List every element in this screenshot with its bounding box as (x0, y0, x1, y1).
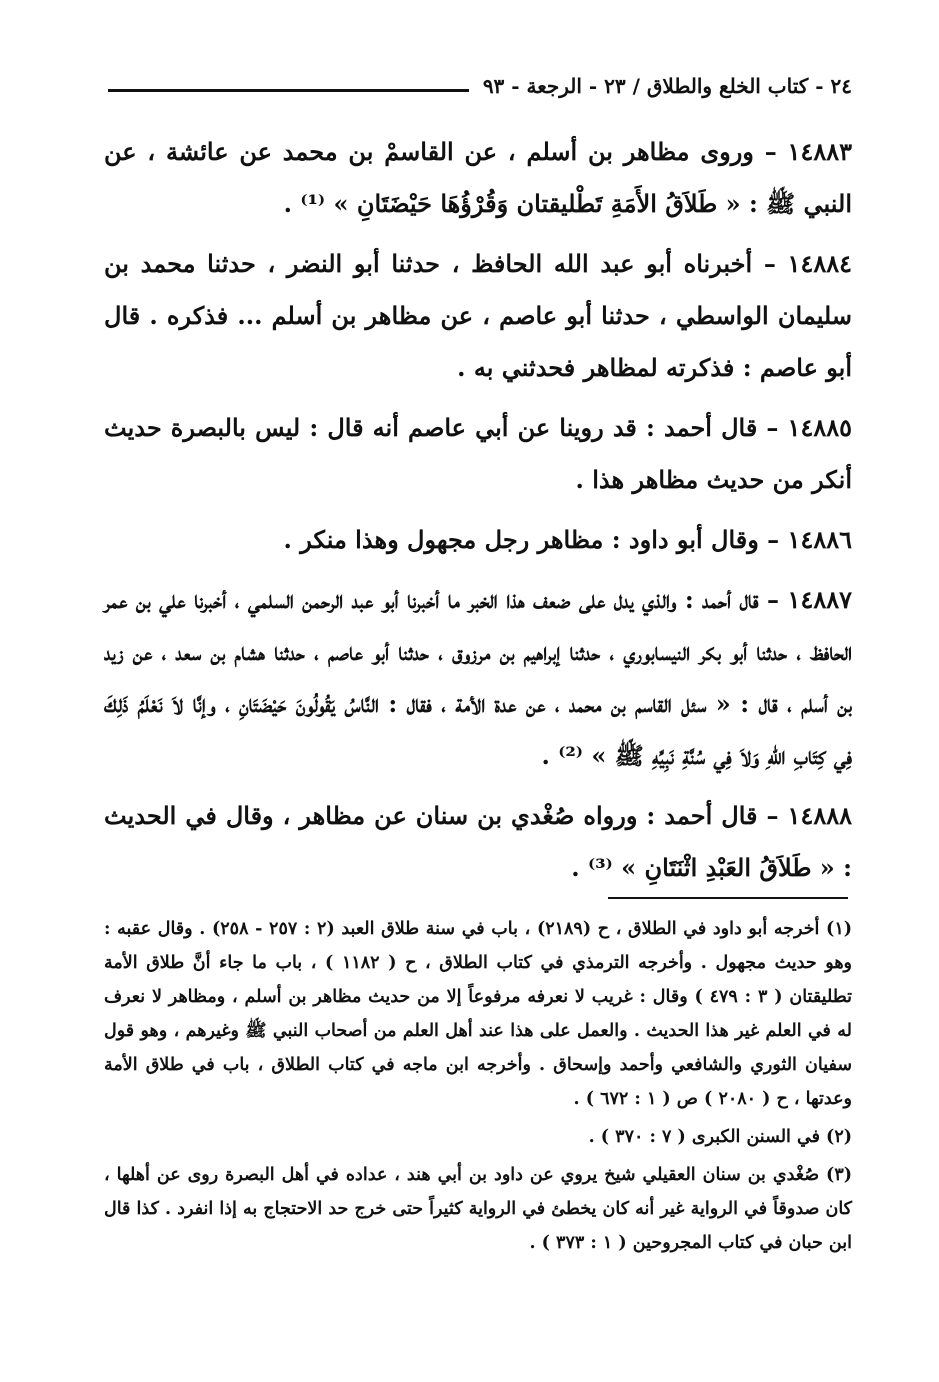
footnote: (٢) في السنن الكبرى ( ٧ : ٣٧٠ ) . (588, 1127, 852, 1147)
main-text (104, 126, 852, 902)
footnotes (104, 912, 852, 1264)
entry-number: ١٤٨٨٨ (787, 801, 852, 830)
entry-number: ١٤٨٨٦ (787, 525, 852, 554)
entry-text: – قال أحمد : ورواه صُغْدي بن سنان عن مظاهر ، وقال في الحديث : « طَلاَقُ العَبْدِ اثْنَتَانِ » ⁽³⁾ . (104, 801, 852, 882)
entry-text: – وقال أبو داود : مظاهر رجل مجهول وهذا منكر . (283, 525, 788, 554)
entry-number: ١٤٨٨٥ (787, 413, 852, 442)
hadith-entry (104, 790, 852, 894)
footnote-separator (608, 897, 848, 899)
hadith-entry (104, 126, 852, 230)
entry-number: ١٤٨٨٣ (787, 137, 852, 166)
hadith-entry (104, 402, 852, 506)
entry-text: – أخبرناه أبو عبد الله الحافظ ، حدثنا أبو النضر ، حدثنا محمد بن سليمان الواسطي ، حدثنا أبو عاصم ، عن مظاهر بن أسلم ... فذكره . قال أبو عاصم : فذكرته لمظاهر فحدثني به . (104, 249, 852, 382)
entry-text: – قال أحمد : قد روينا عن أبي عاصم أنه قال : ليس بالبصرة حديث أنكر من حديث مظاهر هذا . (104, 413, 852, 494)
header-rule (108, 89, 469, 92)
running-head: ٢٤ - كتاب الخلع والطلاق / ٢٣ - الرجعة - ٩٣ (482, 74, 852, 98)
hadith-entry (104, 514, 852, 566)
entry-text: – وروى مظاهر بن أسلم ، عن القاسمْ بن محمد عن عائشة ، عن النبي ﷺ : « طَلاَقُ الأَمَةِ تَطْليقتان وَقُرْؤُهَا حَيْضَتَانِ » ⁽¹⁾ . (104, 137, 852, 218)
footnote: (٣) صُغْدي بن سنان العقيلي شيخ يروي عن داود بن أبي هند ، عداده في أهل البصرة روى عن أهلها ، كان صدوقاً في الرواية غير أنه كان يخطئ في الرواية كثيراً حتى خرج حد الاحتجاج به إذا انفرد . كذا قال ابن حبان في كتاب المجروحين ( ١ : ٣٧٣ ) . (104, 1165, 852, 1253)
entry-number: ١٤٨٨٧ (787, 585, 852, 614)
footnote: (١) أخرجه أبو داود في الطلاق ، ح (٢١٨٩) ، باب في سنة طلاق العبد (٢ : ٢٥٧ - ٢٥٨) . وقال عقبه : وهو حديث مجهول . وأخرجه الترمذي في كتاب الطلاق ، ح ( ١١٨٢ ) ، باب ما جاء أنَّ طلاق الأمة تطليقتان ( ٣ : ٤٧٩ ) وقال : غريب لا نعرفه مرفوعاً إلا من حديث مظاهر بن أسلم ، ومظاهر لا نعرف له في العلم غير هذا الحديث . والعمل على هذا عند أهل العلم من أصحاب النبي ﷺ وغيرهم ، وهو قول سفيان الثوري والشافعي وأحمد وإسحاق . وأخرجه ابن ماجه في كتاب الطلاق ، باب في طلاق الأمة وعدتها ، ح ( ٢٠٨٠ ) ص ( ١ : ٦٧٢ ) . (104, 919, 852, 1109)
entry-text: – قال أحمد : والذي يدل على ضعف هذا الخبر ما أخبرنا أبو عبد الرحمن السلمي ، أخبرنا علي بن عمر الحافظ ، حدثنا أبو بكر النيسابوري ، حدثنا إبراهيم بن مرزوق ، حدثنا أبو عاصم ، حدثنا هشام بن سعد ، عن زيد بن أسلم ، قال : « سئل القاسم بن محمد ، عن عدة الأمة ، فقال : النَّاسُ يَقُولُونَ حَيْضَتَانِ ، وإنَّا لاَ نَعْلَمُ ذَلِكَ فِي كِتَابِ اللّهِ وَلاَ فِي سُنَّةِ نَبِيِّهِ ﷺ » ⁽²⁾ . (104, 585, 852, 770)
hadith-entry (104, 238, 852, 394)
hadith-entry (104, 574, 852, 782)
entry-number: ١٤٨٨٤ (787, 249, 852, 278)
page-header (108, 66, 852, 106)
